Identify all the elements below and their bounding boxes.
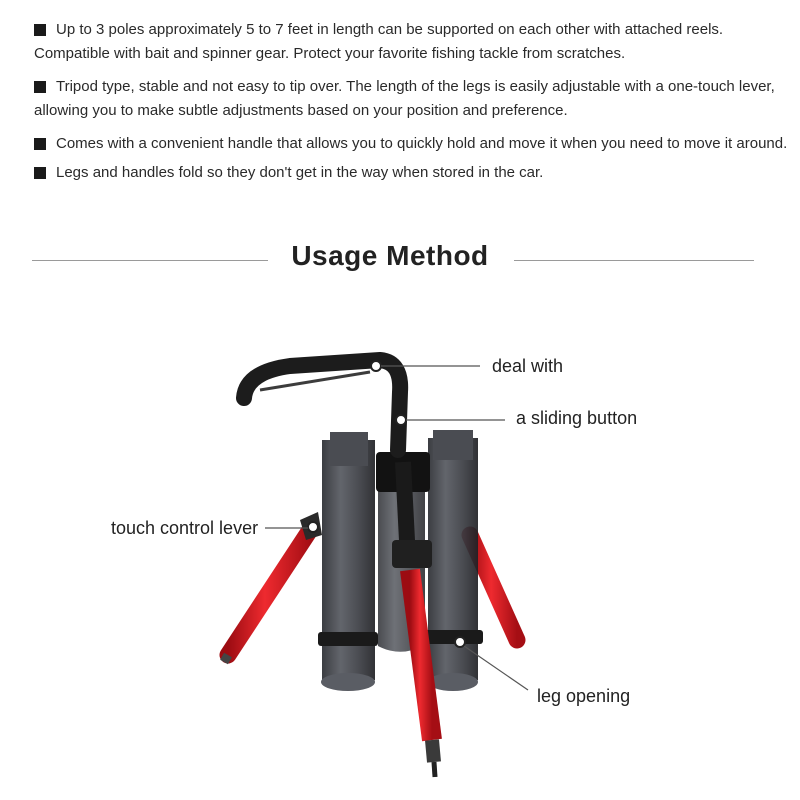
divider bbox=[32, 260, 268, 261]
square-bullet-icon bbox=[34, 81, 46, 93]
callout-marker bbox=[308, 522, 318, 532]
section-header bbox=[0, 240, 800, 284]
feature-item bbox=[34, 132, 794, 156]
leg-left bbox=[224, 530, 310, 662]
square-bullet-icon bbox=[34, 167, 46, 179]
rod-tube-left bbox=[318, 432, 378, 691]
feature-item bbox=[34, 75, 794, 123]
divider bbox=[514, 260, 754, 261]
callout-sliding-button: a sliding button bbox=[516, 408, 638, 428]
carry-handle bbox=[244, 360, 400, 450]
feature-list bbox=[34, 18, 794, 190]
callout-leg-opening: leg opening bbox=[537, 686, 631, 706]
feature-item bbox=[34, 18, 794, 66]
callout-marker bbox=[371, 361, 381, 371]
rod-holder-illustration bbox=[0, 300, 800, 800]
feature-text: Legs and handles fold so they don't get in the way when stored in the car. bbox=[56, 164, 544, 181]
feature-text: Tripod type, stable and not easy to tip over. The length of the legs is easily adjustable with a one-touch lever, allowing you to make subtle adjustments based on your position and preference. bbox=[34, 78, 775, 119]
product-diagram bbox=[0, 300, 800, 800]
feature-item bbox=[34, 161, 794, 185]
leg-clamp bbox=[392, 540, 432, 568]
feature-text: Comes with a convenient handle that allows you to quickly hold and move it when you need to move it around. bbox=[56, 135, 788, 152]
callout-marker bbox=[396, 415, 406, 425]
section-title: Usage Method bbox=[291, 240, 489, 271]
feature-text: Up to 3 poles approximately 5 to 7 feet in length can be supported on each other with attached reels. Compatible with bait and spinner gear. Protect your favorite fishing tackle from scratches. bbox=[34, 21, 724, 62]
callout-handle: deal with bbox=[492, 356, 564, 376]
square-bullet-icon bbox=[34, 24, 46, 36]
square-bullet-icon bbox=[34, 138, 46, 150]
callout-lever: touch control lever bbox=[111, 518, 259, 538]
callout-marker bbox=[455, 637, 465, 647]
